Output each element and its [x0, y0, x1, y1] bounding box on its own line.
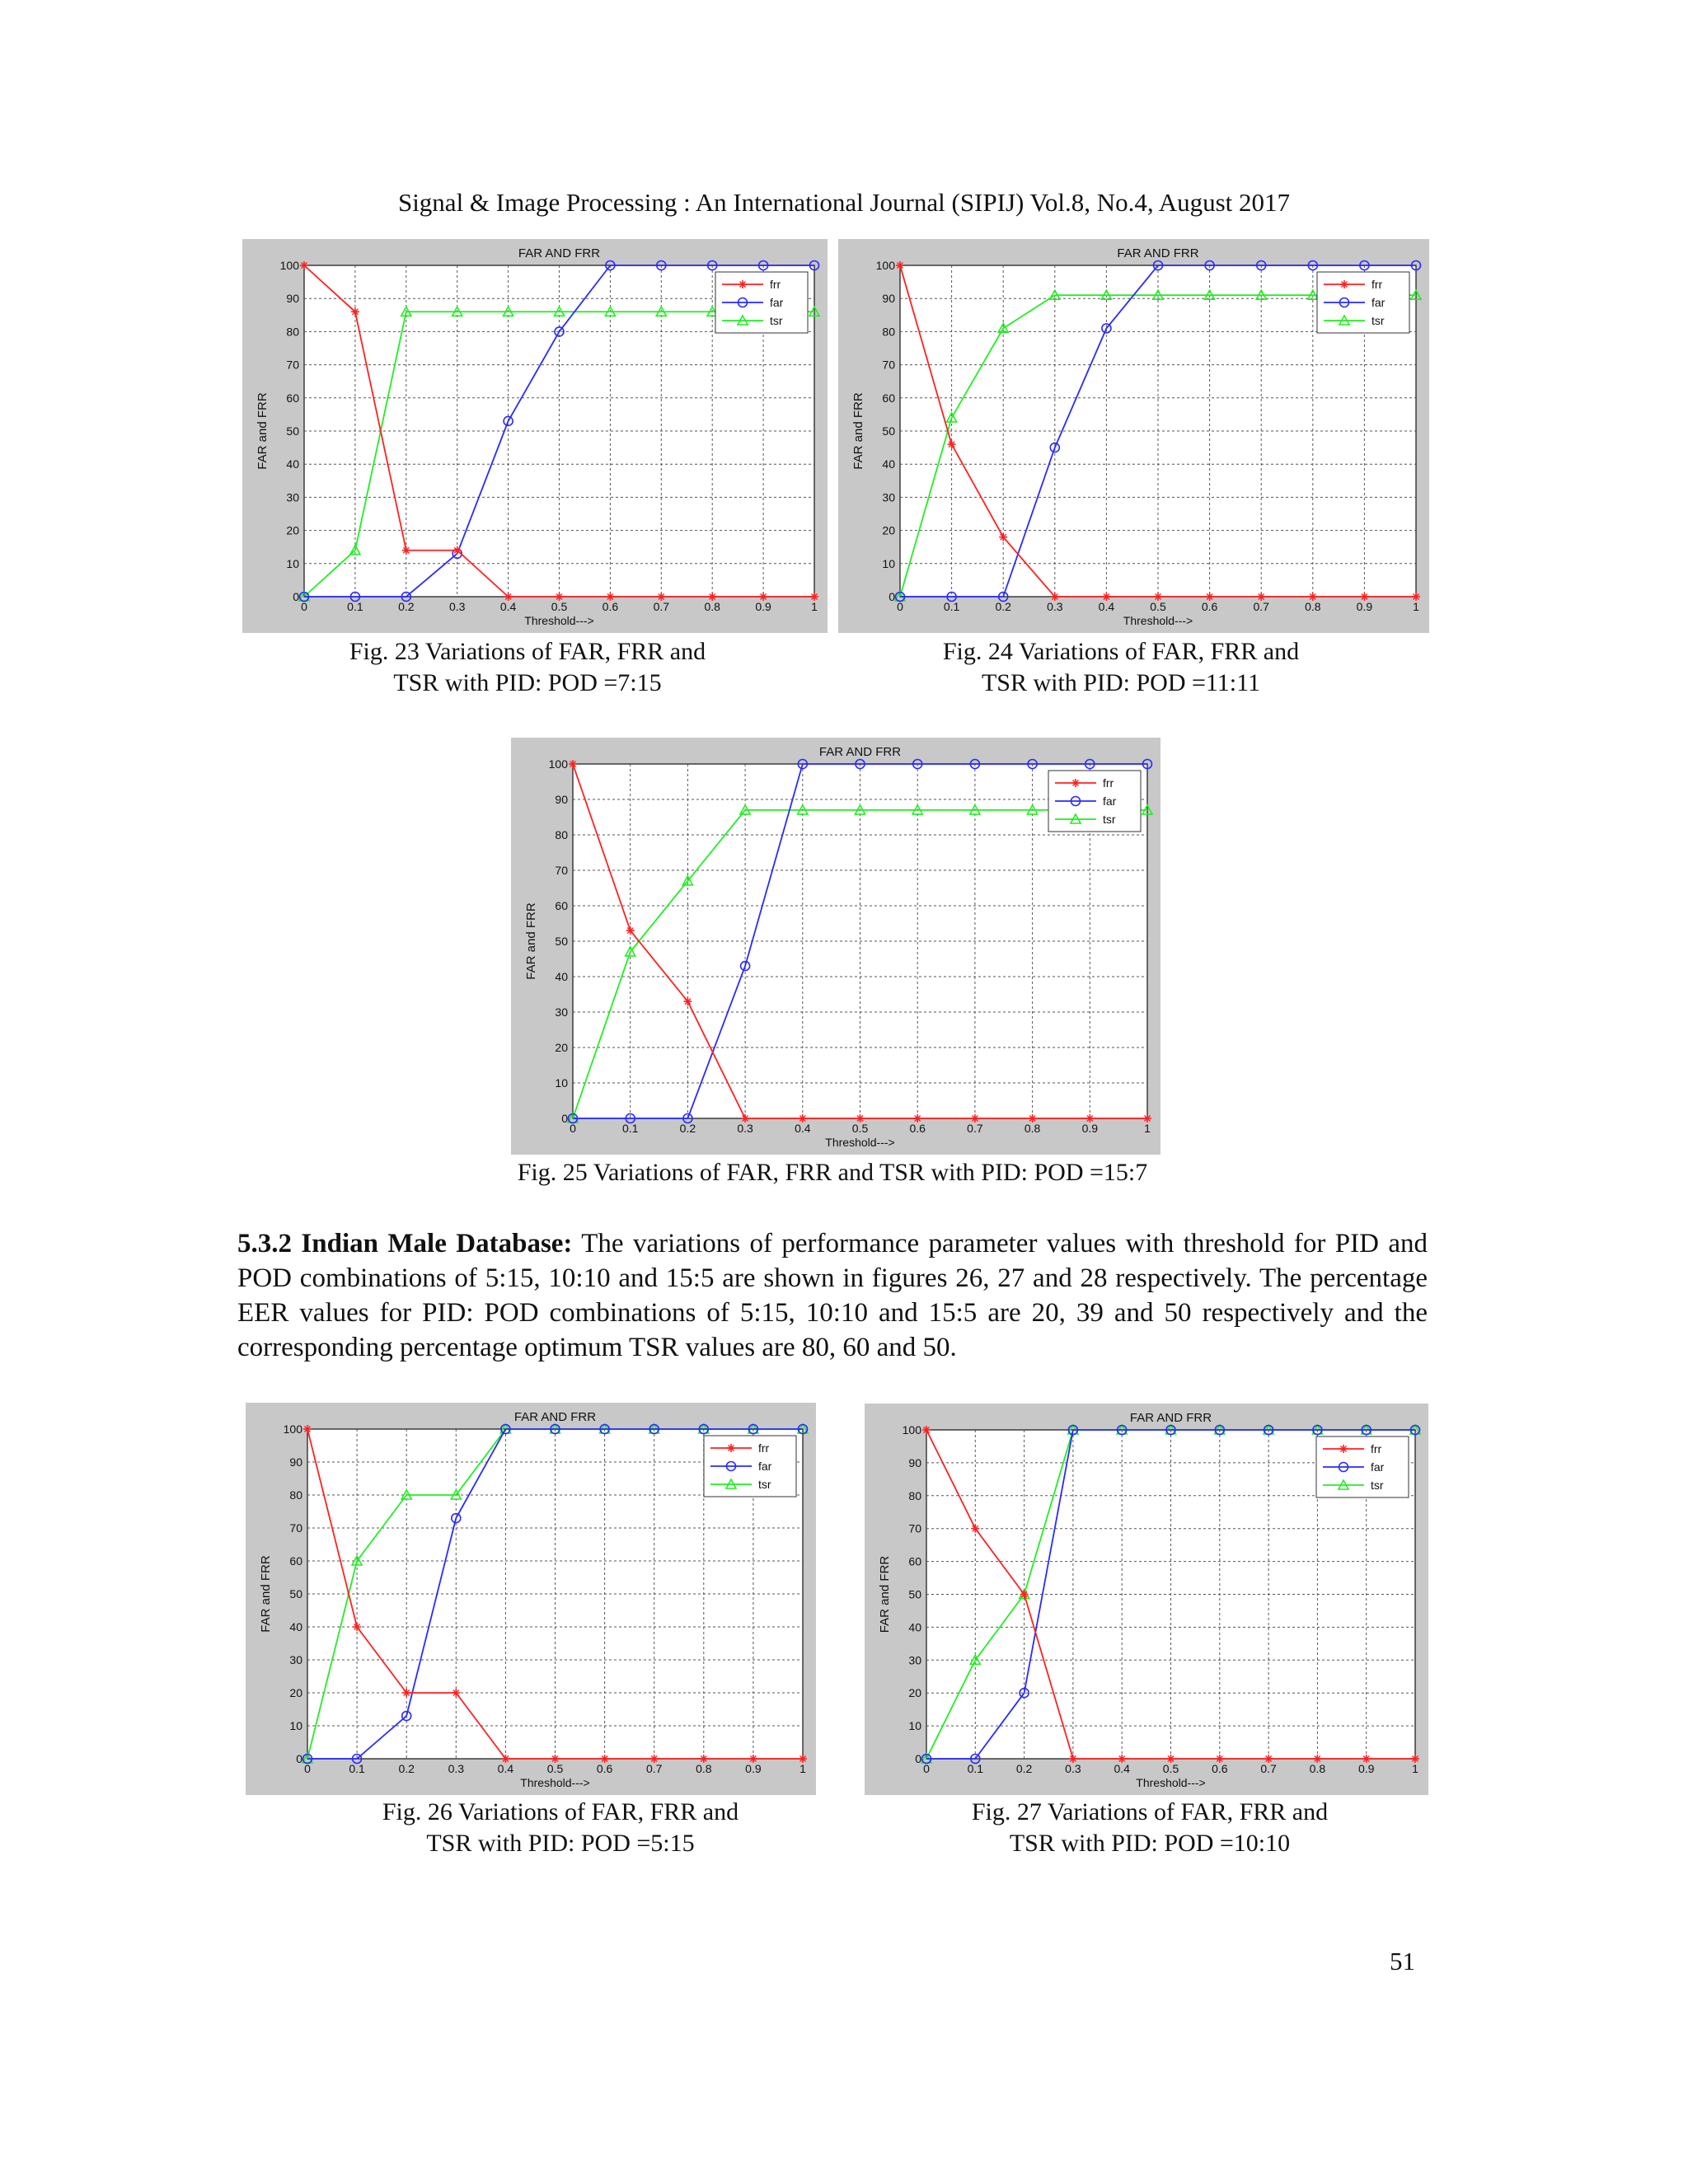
y-tick-label: 50: [908, 1587, 921, 1601]
x-tick-label: 0.7: [1260, 1762, 1277, 1775]
data-point-frr: [700, 1755, 708, 1763]
x-tick-label: 0.2: [995, 600, 1011, 613]
legend-label-far: far: [1103, 794, 1117, 808]
data-point-frr: [1412, 593, 1420, 601]
chart-title: FAR AND FRR: [1117, 246, 1199, 260]
x-tick-label: 0.8: [1305, 600, 1321, 613]
y-tick-label: 70: [882, 358, 895, 372]
y-tick-label: 80: [908, 1488, 921, 1502]
y-tick-label: 20: [555, 1041, 568, 1054]
legend: [715, 272, 808, 333]
figure-27-panel: [865, 1404, 1428, 1795]
x-tick-label: 0.2: [679, 1122, 696, 1135]
legend-label-far: far: [1372, 296, 1386, 309]
y-tick-label: 0: [296, 1752, 302, 1765]
legend-label-frr: frr: [1372, 278, 1383, 291]
y-tick-label: 20: [286, 523, 299, 537]
y-axis-label: FAR and FRR: [259, 1555, 273, 1633]
data-point-frr: [1167, 1755, 1175, 1763]
figure-25-chart: [511, 738, 1160, 1155]
x-tick-label: 0.5: [851, 1122, 869, 1135]
legend-label-far: far: [1371, 1460, 1385, 1474]
chart-title: FAR AND FRR: [518, 246, 601, 260]
figure-26-chart: [246, 1403, 816, 1795]
legend-marker-frr: [1340, 280, 1348, 288]
x-tick-label: 0.3: [737, 1122, 753, 1135]
x-tick-label: 0: [301, 600, 307, 613]
y-tick-label: 30: [289, 1653, 302, 1666]
caption-fig24-line1: Fig. 24 Variations of FAR, FRR and: [942, 638, 1300, 665]
caption-fig26-line2: TSR with PID: POD =5:15: [426, 1830, 695, 1857]
x-tick-label: 0.5: [551, 600, 568, 613]
x-tick-label: 0.8: [704, 600, 720, 613]
x-tick-label: 0.6: [596, 1762, 613, 1775]
data-point-frr: [1143, 1114, 1151, 1122]
y-tick-label: 40: [908, 1620, 921, 1634]
x-tick-label: 1: [1412, 1762, 1418, 1775]
y-tick-label: 30: [908, 1653, 921, 1667]
y-tick-label: 40: [286, 457, 299, 471]
y-tick-label: 100: [875, 259, 895, 272]
figure-23-chart: [242, 239, 828, 633]
data-point-frr: [759, 593, 767, 601]
x-tick-label: 0.5: [1150, 600, 1166, 613]
data-point-frr: [657, 593, 665, 601]
x-tick-label: 0.8: [1024, 1122, 1041, 1135]
figure-27-chart: [865, 1404, 1428, 1795]
data-point-frr: [1154, 593, 1162, 601]
y-tick-label: 10: [882, 556, 895, 570]
y-tick-label: 90: [908, 1455, 921, 1469]
legend: [1316, 1436, 1409, 1497]
x-tick-label: 0.2: [398, 1762, 415, 1775]
x-axis-label: Threshold--->: [825, 1136, 895, 1149]
y-tick-label: 40: [289, 1620, 302, 1633]
data-point-frr: [749, 1755, 757, 1763]
x-tick-label: 0.8: [696, 1762, 712, 1775]
data-point-frr: [1411, 1755, 1419, 1763]
chart-title: FAR AND FRR: [1129, 1411, 1212, 1425]
y-axis-label: FAR and FRR: [256, 392, 270, 470]
legend-label-far: far: [770, 296, 784, 309]
y-tick-label: 10: [555, 1076, 568, 1090]
data-point-frr: [1360, 593, 1368, 601]
data-point-frr: [551, 1755, 560, 1763]
y-tick-label: 20: [882, 523, 895, 537]
figure-25-panel: [511, 738, 1160, 1155]
caption-fig27-line2: TSR with PID: POD =10:10: [1009, 1830, 1291, 1857]
y-tick-label: 40: [555, 970, 568, 983]
legend: [1048, 771, 1141, 832]
data-point-frr: [971, 1114, 979, 1122]
x-tick-label: 0.4: [499, 600, 517, 613]
legend-marker-frr: [1339, 1445, 1348, 1453]
legend: [704, 1436, 796, 1497]
x-tick-label: 0.5: [546, 1762, 564, 1775]
y-tick-label: 90: [286, 292, 299, 306]
y-tick-label: 70: [908, 1521, 921, 1535]
x-tick-label: 0.2: [1015, 1762, 1033, 1775]
x-tick-label: 0.6: [909, 1122, 926, 1135]
data-point-frr: [810, 593, 818, 601]
legend-label-frr: frr: [758, 1441, 770, 1455]
data-point-frr: [300, 261, 308, 269]
x-tick-label: 0.1: [347, 600, 363, 613]
x-tick-label: 1: [799, 1762, 806, 1775]
figure-26-panel: [246, 1403, 816, 1795]
y-tick-label: 60: [555, 899, 568, 912]
y-axis-label: FAR and FRR: [851, 392, 865, 470]
x-tick-label: 0.5: [1162, 1762, 1179, 1775]
y-tick-label: 0: [293, 590, 299, 603]
x-tick-label: 0.4: [497, 1762, 514, 1775]
x-tick-label: 0: [923, 1762, 930, 1775]
x-axis-label: Threshold--->: [1123, 614, 1193, 627]
y-tick-label: 90: [289, 1455, 302, 1469]
legend-marker-frr: [738, 280, 747, 288]
data-point-frr: [1313, 1755, 1321, 1763]
y-tick-label: 100: [548, 757, 568, 771]
y-tick-label: 70: [555, 864, 568, 877]
data-point-frr: [799, 1755, 807, 1763]
data-point-frr: [708, 593, 716, 601]
x-tick-label: 0.9: [1081, 1122, 1099, 1135]
y-tick-label: 90: [882, 292, 895, 306]
y-tick-label: 40: [882, 457, 895, 471]
y-tick-label: 60: [289, 1554, 302, 1568]
x-tick-label: 0.9: [1357, 1762, 1375, 1775]
y-tick-label: 100: [902, 1423, 921, 1436]
legend-marker-frr: [1071, 779, 1080, 787]
figure-24-panel: [838, 239, 1429, 633]
y-tick-label: 100: [279, 259, 299, 272]
x-tick-label: 1: [1413, 600, 1419, 613]
y-tick-label: 0: [561, 1112, 568, 1125]
figure-23-panel: [242, 239, 828, 633]
section-paragraph: [237, 1226, 1428, 1365]
legend-label-tsr: tsr: [1371, 1479, 1384, 1492]
caption-fig23: [272, 636, 783, 699]
chart-title: FAR AND FRR: [513, 1410, 597, 1424]
caption-fig27-line1: Fig. 27 Variations of FAR, FRR and: [971, 1798, 1329, 1825]
legend-label-tsr: tsr: [1103, 813, 1116, 826]
x-tick-label: 0.1: [967, 1762, 984, 1775]
y-tick-label: 80: [289, 1488, 302, 1502]
data-point-frr: [896, 261, 904, 269]
x-tick-label: 0.7: [653, 600, 670, 613]
caption-fig26: [297, 1797, 824, 1859]
y-axis-label: FAR and FRR: [878, 1555, 892, 1633]
x-tick-label: 0.1: [621, 1122, 639, 1135]
y-tick-label: 50: [882, 424, 895, 438]
x-tick-label: 0.9: [755, 600, 771, 613]
section-heading: 5.3.2 Indian Male Database:: [237, 1229, 573, 1258]
x-axis-label: Threshold--->: [1136, 1776, 1206, 1789]
caption-fig25: [354, 1157, 1311, 1188]
y-axis-label: FAR and FRR: [524, 902, 538, 980]
caption-fig23-line1: Fig. 23 Variations of FAR, FRR and: [349, 638, 706, 665]
x-tick-label: 0: [897, 600, 903, 613]
caption-fig25-line1: Fig. 25 Variations of FAR, FRR and TSR with PID: POD =15:7: [517, 1159, 1148, 1186]
x-tick-label: 0.3: [448, 1762, 465, 1775]
legend-label-frr: frr: [1371, 1442, 1382, 1455]
x-tick-label: 0.8: [1309, 1762, 1326, 1775]
caption-fig24: [865, 636, 1376, 699]
y-tick-label: 80: [286, 325, 299, 339]
x-axis-label: Threshold--->: [524, 614, 594, 627]
legend-label-frr: frr: [1103, 776, 1114, 790]
legend-marker-frr: [727, 1444, 735, 1452]
journal-header: Signal & Image Processing : An International Journal (SIPIJ) Vol.8, No.4, August 2017: [397, 188, 1291, 217]
y-tick-label: 10: [286, 556, 299, 570]
x-tick-label: 0.7: [1253, 600, 1269, 613]
y-tick-label: 30: [555, 1005, 568, 1019]
x-tick-label: 0.4: [1114, 1762, 1130, 1775]
data-point-frr: [799, 1114, 807, 1122]
y-tick-label: 70: [286, 358, 299, 372]
x-tick-label: 1: [1144, 1122, 1151, 1135]
y-tick-label: 60: [882, 391, 895, 405]
y-tick-label: 20: [908, 1686, 921, 1700]
caption-fig27: [886, 1797, 1414, 1859]
y-tick-label: 50: [555, 935, 568, 948]
x-tick-label: 0.3: [1065, 1762, 1081, 1775]
y-tick-label: 0: [889, 590, 895, 603]
section-body: The variations of performance parameter values with threshold for PID and POD combinations of 5:15, 10:10 and 15:5 are shown in figures 26, 27 and 28 respectively. The percentage EER values for PID: POD combinations of 5:15, 10:10 and 15:5 are 20, 39 and 50 respectively and the corresponding percentage optimum TSR values are 80, 60 and 50.: [237, 1229, 1428, 1362]
data-point-frr: [922, 1426, 931, 1434]
y-tick-label: 10: [289, 1719, 302, 1732]
x-tick-label: 0.6: [602, 600, 619, 613]
y-tick-label: 70: [289, 1521, 302, 1535]
x-tick-label: 0.9: [1356, 600, 1373, 613]
x-tick-label: 0.9: [745, 1762, 762, 1775]
x-tick-label: 0.7: [645, 1762, 663, 1775]
x-tick-label: 0.4: [795, 1122, 811, 1135]
x-tick-label: 0.3: [1047, 600, 1063, 613]
legend-label-far: far: [758, 1460, 772, 1473]
y-tick-label: 80: [882, 325, 895, 339]
y-tick-label: 30: [286, 490, 299, 504]
y-tick-label: 20: [289, 1686, 302, 1699]
data-point-frr: [556, 593, 564, 601]
y-tick-label: 90: [555, 793, 568, 806]
x-tick-label: 0.3: [448, 600, 466, 613]
y-tick-label: 80: [555, 828, 568, 841]
x-tick-label: 0.1: [943, 600, 960, 613]
y-tick-label: 10: [908, 1719, 921, 1733]
legend-label-tsr: tsr: [758, 1478, 771, 1491]
caption-fig24-line2: TSR with PID: POD =11:11: [981, 669, 1261, 696]
figure-24-chart: [838, 239, 1429, 633]
x-axis-label: Threshold--->: [520, 1776, 590, 1789]
caption-fig26-line1: Fig. 26 Variations of FAR, FRR and: [382, 1798, 739, 1825]
x-tick-label: 0.2: [398, 600, 415, 613]
data-point-frr: [353, 1623, 361, 1631]
x-tick-label: 0.1: [349, 1762, 365, 1775]
y-tick-label: 50: [289, 1587, 302, 1601]
x-tick-label: 0.6: [1201, 600, 1218, 613]
y-tick-label: 60: [286, 391, 299, 405]
x-tick-label: 0.6: [1212, 1762, 1228, 1775]
x-tick-label: 0.7: [967, 1122, 983, 1135]
x-tick-label: 0: [304, 1762, 311, 1775]
data-point-frr: [303, 1425, 312, 1433]
y-tick-label: 30: [882, 490, 895, 504]
y-tick-label: 0: [915, 1752, 921, 1765]
data-point-frr: [856, 1114, 865, 1122]
caption-fig23-line2: TSR with PID: POD =7:15: [393, 669, 662, 696]
x-tick-label: 0: [570, 1122, 576, 1135]
legend-label-tsr: tsr: [770, 314, 783, 327]
legend-label-tsr: tsr: [1372, 314, 1385, 327]
y-tick-label: 100: [283, 1422, 302, 1436]
x-tick-label: 0.4: [1098, 600, 1115, 613]
legend-label-frr: frr: [770, 278, 781, 291]
legend: [1317, 272, 1409, 333]
y-tick-label: 50: [286, 424, 299, 438]
data-point-frr: [650, 1755, 659, 1763]
page-number: 51: [1390, 1947, 1415, 1975]
x-tick-label: 1: [811, 600, 818, 613]
data-point-frr: [1029, 1114, 1037, 1122]
data-point-frr: [351, 307, 359, 316]
chart-title: FAR AND FRR: [818, 745, 902, 759]
data-point-frr: [569, 760, 577, 768]
y-tick-label: 60: [908, 1554, 921, 1568]
